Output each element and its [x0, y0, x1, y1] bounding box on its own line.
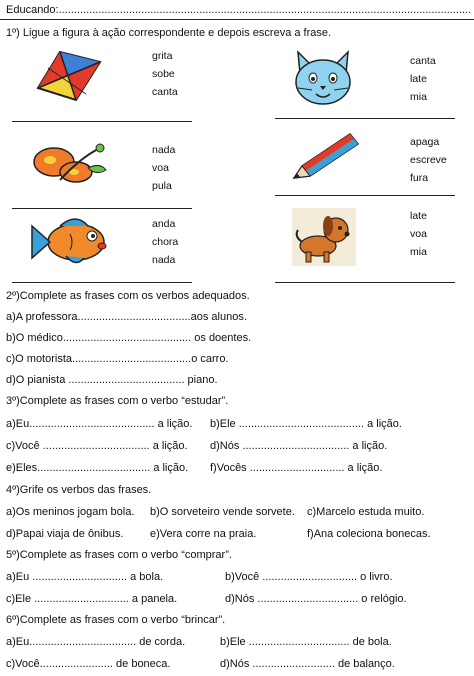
kite-icon — [30, 48, 106, 104]
answer-line-5[interactable] — [275, 195, 455, 196]
student-name-line[interactable] — [6, 4, 471, 16]
section5-title: 5º)Complete as frases com o verbo “comprar”. — [6, 549, 232, 561]
s3-item-b[interactable]: b)Ele ......................................... a lição. — [210, 418, 402, 430]
section6-title: 6º)Complete as frases com o verbo “brincar”. — [6, 614, 226, 626]
verbs-pencil: apaga escreve fura — [410, 136, 447, 184]
answer-line-2[interactable] — [12, 208, 192, 209]
cat-icon — [290, 46, 356, 108]
butterfly-icon — [30, 140, 110, 190]
s6-item-a[interactable]: a)Eu................................... de corda. — [6, 636, 186, 648]
answer-line-1[interactable] — [12, 121, 192, 122]
s4-item-d[interactable]: d)Papai viaja de ônibus. — [6, 528, 124, 540]
pencil-icon — [288, 128, 360, 184]
section3-title: 3º)Complete as frases com o verbo “estudar”. — [6, 395, 229, 407]
s6-item-b[interactable]: b)Ele ................................. de bola. — [220, 636, 392, 648]
s4-item-e[interactable]: e)Vera corre na praia. — [150, 528, 257, 540]
fish-icon — [30, 212, 110, 268]
s2-item-c[interactable]: c)O motorista.......................................o carro. — [6, 353, 229, 365]
verbs-kite: grita sobe canta — [152, 50, 178, 98]
section2-title: 2º)Complete as frases com os verbos adequados. — [6, 290, 250, 302]
s5-item-a[interactable]: a)Eu ............................... a bola. — [6, 571, 164, 583]
student-name-dots: ....................................................................................................................................... — [58, 4, 472, 16]
answer-line-4[interactable] — [275, 118, 455, 119]
answer-line-6[interactable] — [275, 282, 455, 283]
verbs-butterfly: nada voa pula — [152, 144, 176, 192]
section1-title: 1º) Ligue a figura à ação correspondente e depois escreva a frase. — [6, 27, 332, 39]
s5-item-b[interactable]: b)Você ............................... o livro. — [225, 571, 393, 583]
s5-item-c[interactable]: c)Ele ............................... a panela. — [6, 593, 178, 605]
verbs-dog: late voa mia — [410, 210, 427, 258]
s2-item-d[interactable]: d)O pianista ...................................... piano. — [6, 374, 218, 386]
s4-item-b[interactable]: b)O sorveteiro vende sorvete. — [150, 506, 295, 518]
s2-item-b[interactable]: b)O médico.......................................... os doentes. — [6, 332, 252, 344]
answer-line-3[interactable] — [12, 282, 192, 283]
s4-item-f[interactable]: f)Ana coleciona bonecas. — [307, 528, 431, 540]
s6-item-d[interactable]: d)Nós ........................... de balanço. — [220, 658, 395, 670]
header-rule — [0, 19, 474, 20]
s4-item-c[interactable]: c)Marcelo estuda muito. — [307, 506, 425, 518]
s3-item-d[interactable]: d)Nós ................................... a lição. — [210, 440, 388, 452]
student-label: Educando: — [6, 4, 59, 16]
s3-item-c[interactable]: c)Você ................................... a lição. — [6, 440, 188, 452]
verbs-cat: canta late mia — [410, 55, 436, 103]
section4-title: 4º)Grife os verbos das frases. — [6, 484, 152, 496]
s3-item-e[interactable]: e)Eles..................................... a lição. — [6, 462, 189, 474]
dog-icon — [292, 208, 356, 266]
s2-item-a[interactable]: a)A professora.....................................aos alunos. — [6, 311, 247, 323]
verbs-fish: anda chora nada — [152, 218, 179, 266]
s6-item-c[interactable]: c)Você........................ de boneca. — [6, 658, 171, 670]
s3-item-f[interactable]: f)Vocês ............................... a lição. — [210, 462, 383, 474]
s3-item-a[interactable]: a)Eu......................................... a lição. — [6, 418, 193, 430]
s4-item-a[interactable]: a)Os meninos jogam bola. — [6, 506, 135, 518]
s5-item-d[interactable]: d)Nós ................................. o relógio. — [225, 593, 407, 605]
